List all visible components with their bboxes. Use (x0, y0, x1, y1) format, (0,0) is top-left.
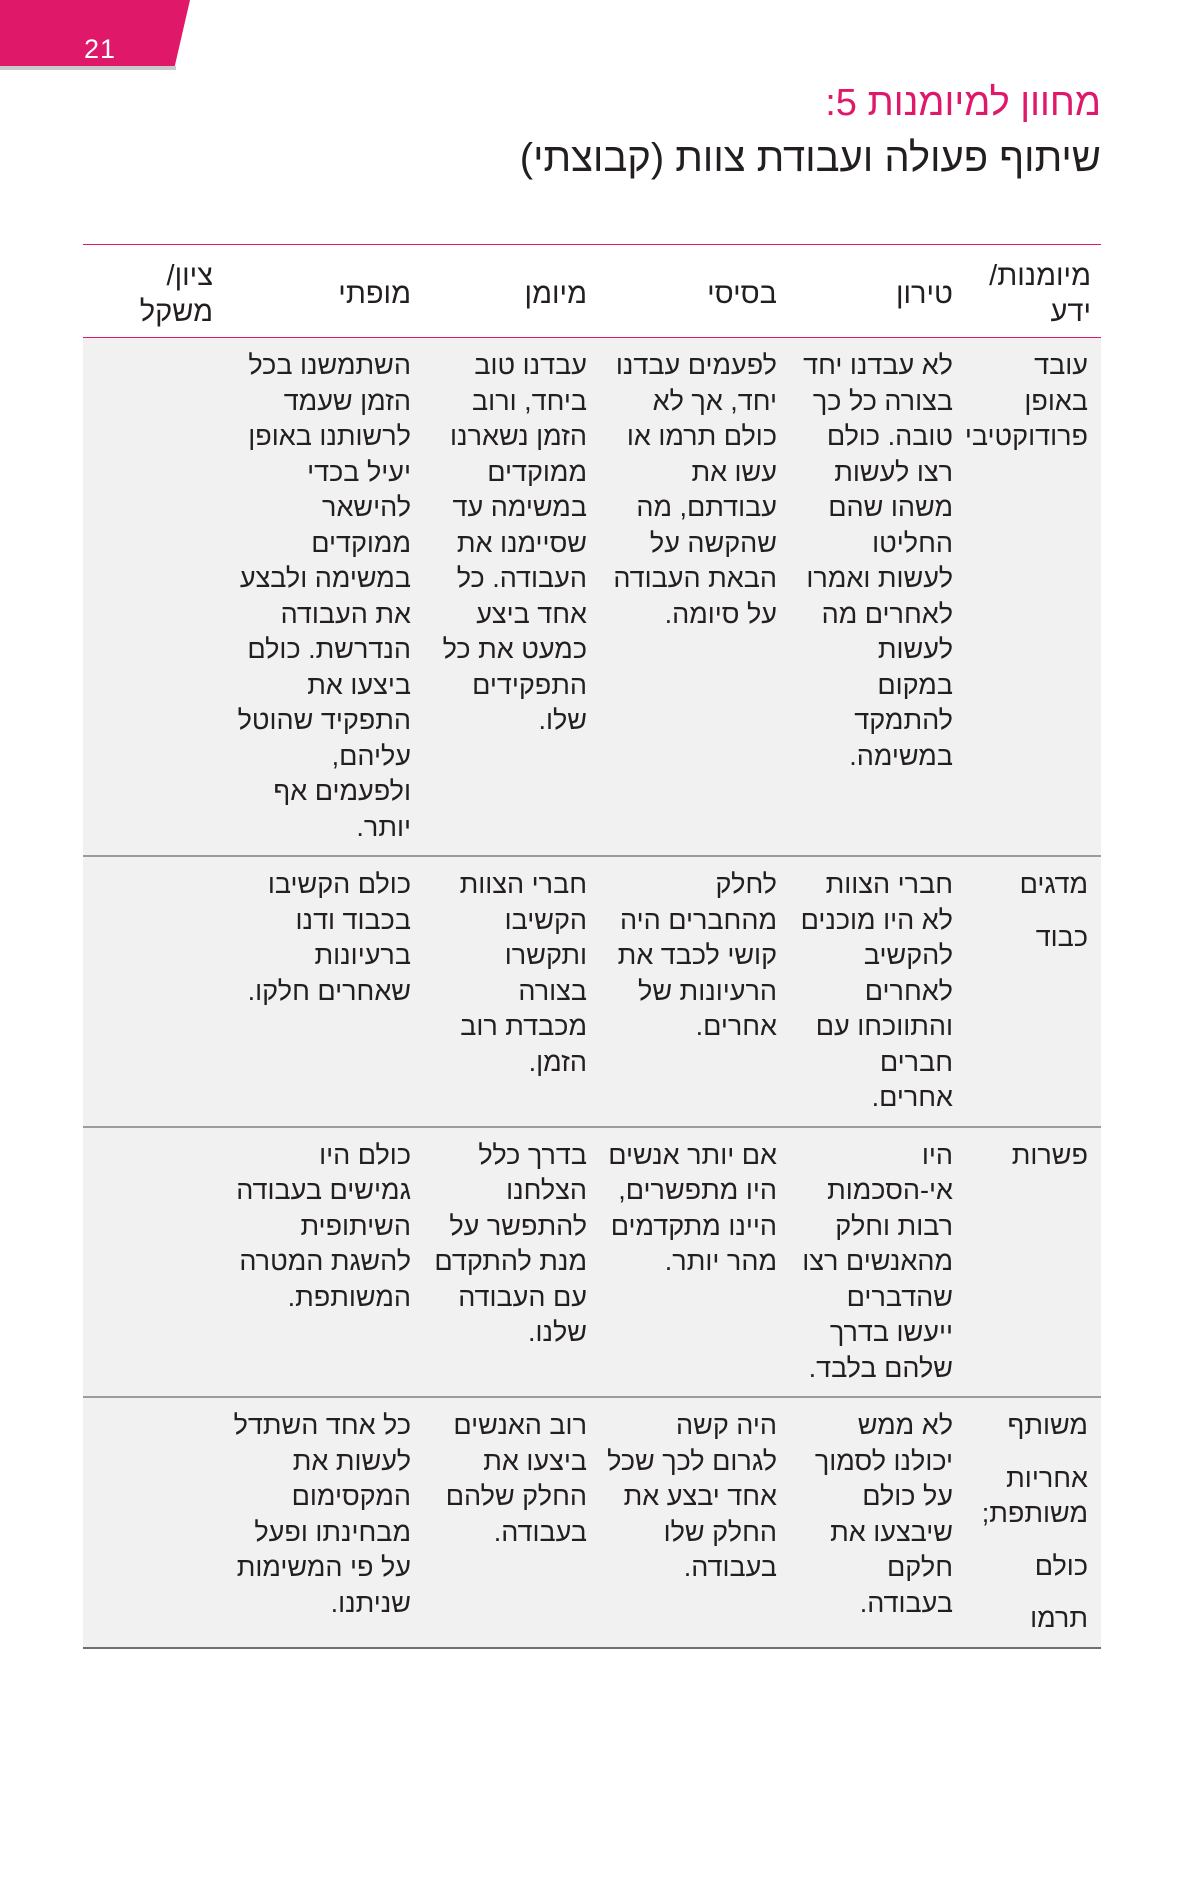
cell-score[interactable] (83, 1397, 223, 1648)
header-skill: מיומנות/ ידע (963, 245, 1101, 338)
cell-exemplary: כולם הקשיבו בכבוד ודנו ברעיונות שאחרים חלקו. (223, 856, 421, 1127)
skill-label: משותף (1007, 1410, 1088, 1440)
skill-label: כולם (1034, 1550, 1088, 1581)
cell-exemplary: השתמשנו בכל הזמן שעמד לרשותנו באופן יעיל בכדי להישאר ממוקדים במשימה ולבצע את העבודה הנדרשת. כולם ביצעו את התפקיד שהוטל עליהם, ולפעמים אף יותר. (223, 338, 421, 857)
page-number: 21 (84, 34, 117, 64)
cell-exemplary: כל אחד השתדל לעשות את המקסימום מבחינתו ופעל על פי המשימות שניתנו. (223, 1397, 421, 1648)
rubric-table-container (83, 244, 1101, 1649)
cell-score[interactable] (83, 856, 223, 1127)
rubric-kicker: מחוון למיומנות 5: (825, 82, 1101, 124)
table-row (83, 338, 1101, 857)
cell-skilled: בדרך כלל הצלחנו להתפשר על מנת להתקדם עם העבודה שלנו. (421, 1127, 597, 1398)
skill-label: תרמו (1030, 1603, 1088, 1633)
table-row (83, 1397, 1101, 1648)
skill-label: אחריות משותפת; (981, 1462, 1088, 1528)
cell-skilled: רוב האנשים ביצעו את החלק שלהם בעבודה. (421, 1397, 597, 1648)
header-skilled: מיומן (421, 245, 597, 338)
cell-skill (963, 1397, 1101, 1648)
cell-score[interactable] (83, 338, 223, 857)
cell-skill (963, 1127, 1101, 1398)
cell-basic: לפעמים עבדנו יחד, אך לא כולם תרמו או עשו את עבודתם, מה שהקשה על הבאת העבודה על סיומה. (597, 338, 787, 857)
cell-skilled: חברי הצוות הקשיבו ותקשרו בצורה מכבדת רוב הזמן. (421, 856, 597, 1127)
cell-novice: היו אי-הסכמות רבות וחלק מהאנשים רצו שהדברים ייעשו בדרך שלהם בלבד. (787, 1127, 963, 1398)
rubric-title: שיתוף פעולה ועבודת צוות (קבוצתי) (519, 136, 1101, 180)
skill-label: כבוד (1035, 921, 1088, 952)
rubric-table (83, 244, 1101, 1649)
cell-score[interactable] (83, 1127, 223, 1398)
cell-skilled: עבדנו טוב ביחד, ורוב הזמן נשארנו ממוקדים במשימה עד שסיימנו את העבודה. כל אחד ביצע כמעט את כל התפקידים שלו. (421, 338, 597, 857)
cell-basic: היה קשה לגרום לכך שכל אחד יבצע את החלק שלו בעבודה. (597, 1397, 787, 1648)
cell-novice: לא ממש יכולנו לסמוך על כולם שיבצעו את חלקם בעבודה. (787, 1397, 963, 1648)
cell-skill (963, 856, 1101, 1127)
cell-basic: אם יותר אנשים היו מתפשרים, היינו מתקדמים מהר יותר. (597, 1127, 787, 1398)
skill-label: מדגים (1019, 869, 1088, 899)
header-score: ציון/ משקל (83, 245, 223, 338)
skill-label: פשרות (1011, 1139, 1088, 1170)
table-row (83, 856, 1101, 1127)
header-exemplary: מופתי (223, 245, 421, 338)
cell-basic: לחלק מהחברים היה קושי לכבד את הרעיונות של אחרים. (597, 856, 787, 1127)
page-tab-shadow (0, 66, 176, 70)
table-row (83, 1127, 1101, 1398)
cell-exemplary: כולם היו גמישים בעבודה השיתופית להשגת המטרה המשותפת. (223, 1127, 421, 1398)
header-novice: טירון (787, 245, 963, 338)
header-basic: בסיסי (597, 245, 787, 338)
table-header-row (83, 245, 1101, 338)
cell-novice: חברי הצוות לא היו מוכנים להקשיב לאחרים והתווכחו עם חברים אחרים. (787, 856, 963, 1127)
cell-novice: לא עבדנו יחד בצורה כל כך טובה. כולם רצו לעשות משהו שהם החליטו לעשות ואמרו לאחרים מה לעשות במקום להתמקד במשימה. (787, 338, 963, 857)
skill-label: עובד באופן פרודוקטיבי (964, 350, 1088, 451)
cell-skill (963, 338, 1101, 857)
